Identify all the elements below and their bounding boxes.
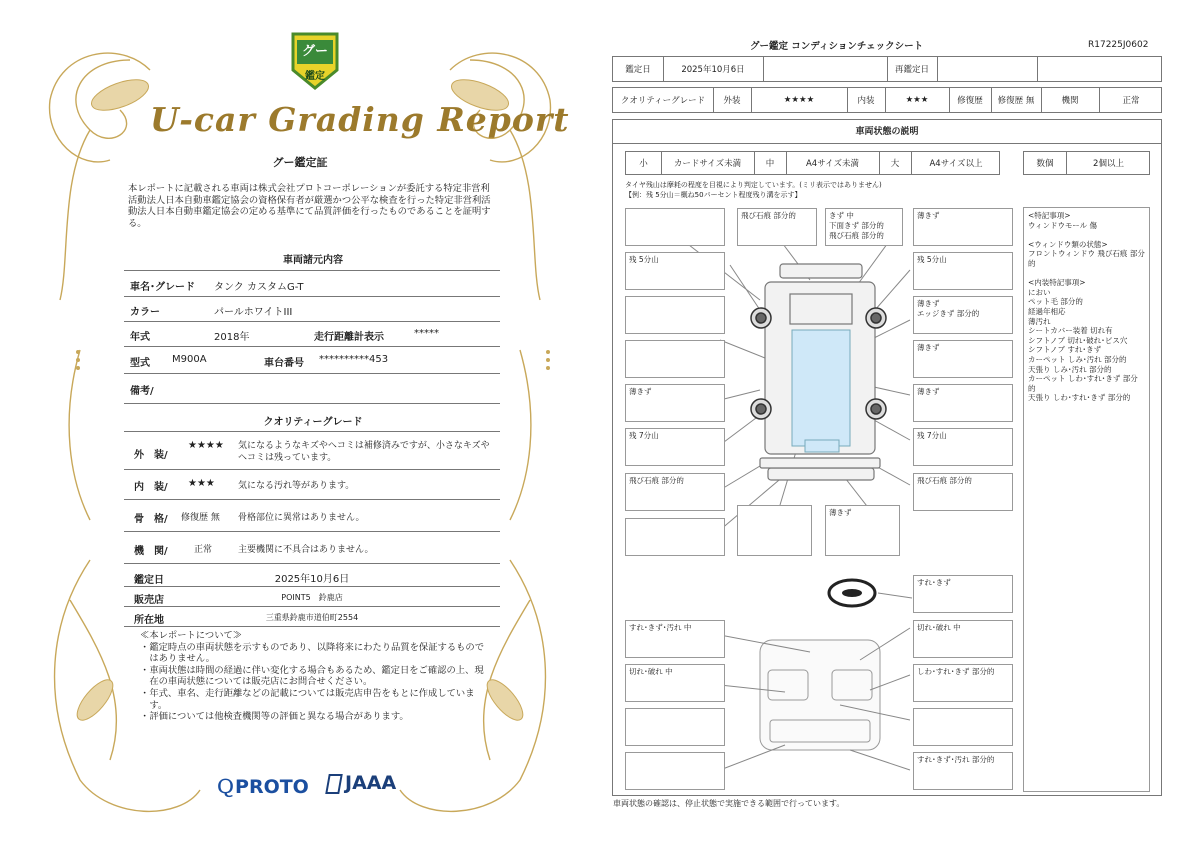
condition-box: 薄きず xyxy=(913,384,1013,422)
chassis-label: 車台番号 xyxy=(264,358,304,369)
notice-title: ≪本レポートについて≫ xyxy=(140,630,243,641)
frame-label: 骨 格/ xyxy=(134,514,168,525)
condition-box: 残 5分山 xyxy=(913,252,1013,290)
notice-item: 車両状態は時間の経過に伴い変化する場合もあるため、鑑定日をご確認の上、現在の車両状態については販売店にお問合せください。 xyxy=(149,664,484,688)
interior-desc: 気になる汚れ等があります。 xyxy=(238,481,355,491)
spec-title: 車両諸元内容 xyxy=(283,255,343,266)
size-small: 小 xyxy=(639,159,648,169)
spec-row-color xyxy=(124,297,500,322)
condition-box: きず 中 下面きず 部分的 飛び石痕 部分的 xyxy=(825,208,903,246)
badge-bottom: 鑑定 xyxy=(305,71,325,82)
condition-box xyxy=(913,708,1013,746)
condition-box: 薄きず xyxy=(625,384,725,422)
frame-grade: 修復歴 無 xyxy=(181,513,220,523)
proto-logo xyxy=(216,772,309,799)
note-line: におい xyxy=(1028,287,1051,297)
condition-box: 残 7分山 xyxy=(625,428,725,466)
note-line: ペット毛 部分的 xyxy=(1028,297,1083,307)
condition-box: すれ･きず･汚れ 中 xyxy=(625,620,725,658)
sheet-id: R17225J0602 xyxy=(1088,40,1149,50)
condition-box: 切れ･破れ 中 xyxy=(625,664,725,702)
engine-desc: 主要機関に不具合はありません。 xyxy=(238,545,374,555)
condition-box: 薄きず エッジきず 部分的 xyxy=(913,296,1013,334)
note-line: シートカバー装着 切れ有 xyxy=(1028,326,1113,336)
condition-box: 薄きず xyxy=(913,340,1013,378)
spec-row-name xyxy=(124,274,500,297)
int-label: 内装 xyxy=(857,96,875,106)
condition-box xyxy=(737,505,812,556)
size-small-desc: カードサイズ未満 xyxy=(673,159,742,169)
quality-row-frame xyxy=(124,500,500,532)
year-label: 年式 xyxy=(130,332,150,343)
model-value: M900A xyxy=(172,354,207,365)
shop-label: 販売店 xyxy=(134,595,164,606)
note-label: 備考/ xyxy=(130,386,154,397)
address-row xyxy=(124,607,500,627)
divider xyxy=(124,270,500,271)
condition-box: すれ･きず･汚れ 部分的 xyxy=(913,752,1013,790)
steering-wheel-icon xyxy=(829,580,875,606)
tire-note-1: タイヤ残山は摩耗の程度を目視により判定しています。(ミリ表示ではありません) xyxy=(625,181,882,189)
eng-value: 正常 xyxy=(1122,96,1140,106)
ext-label: 外装 xyxy=(723,96,741,106)
condition-box: 飛び石痕 部分的 xyxy=(737,208,817,246)
notice-item: 評価については他検査機関等の評価と異なる場合があります。 xyxy=(149,711,409,723)
note-line: <内装特記事項> xyxy=(1028,278,1086,288)
notice: ≪本レポートについて≫ ・ 鑑定時点の車両状態を示すものであり、以降将来にわたり品質を保証するものではありません。 ・ 車両状態は時間の経過に伴い変化する場合もあるため、鑑定日をご確認の上、現在の車両状態については販売店にお問合せください。 ・ 年式、車名、走行距離などの記載については販売店申告をもとに作成しています。 ・ 評価については他検査機関等の評価と異なる場合があります。 xyxy=(140,630,490,723)
condition-box: 切れ･破れ 中 xyxy=(913,620,1013,658)
date-label: 鑑定日 xyxy=(134,575,164,586)
condition-box: すれ･きず xyxy=(913,575,1013,613)
grade-row xyxy=(612,87,1162,113)
spec-row-note xyxy=(124,374,500,404)
exterior-label: 外 装/ xyxy=(134,450,168,461)
frame-desc: 骨格部位に異常はありません。 xyxy=(238,513,365,523)
engine-label: 機 関/ xyxy=(134,546,168,557)
color-label: カラー xyxy=(130,307,160,318)
proto-logo-text: PROTO xyxy=(235,776,309,798)
badge-top: グー xyxy=(301,44,328,59)
condition-box xyxy=(625,296,725,334)
odo-value: ***** xyxy=(414,328,439,339)
eng-label: 機関 xyxy=(1061,96,1079,106)
size-large-desc: A4サイズ以上 xyxy=(929,159,983,169)
shop-value: POINT5 鈴鹿店 xyxy=(281,593,343,602)
spec-row-year xyxy=(124,322,500,347)
condition-box: しわ･すれ･きず 部分的 xyxy=(913,664,1013,702)
sheet-title: グー鑑定 コンディションチェックシート xyxy=(750,41,924,52)
tire-note-2: 【例：残 5分山＝概ね50パーセント程度残り溝を示す】 xyxy=(625,191,802,199)
condition-box: 薄きず xyxy=(913,208,1013,246)
jaaa-mark-icon xyxy=(325,774,343,794)
color-value: パールホワイトIII xyxy=(214,307,293,318)
quality-row-interior xyxy=(124,470,500,500)
exterior-grade: ★★★★ xyxy=(188,440,224,451)
condition-box xyxy=(625,340,725,378)
condition-box: 残 5分山 xyxy=(625,252,725,290)
note-line: フロントウィンドウ 飛び石痕 部分的 xyxy=(1028,249,1145,268)
size-mid: 中 xyxy=(765,159,775,169)
note-line: 天張り しみ･汚れ 部分的 xyxy=(1028,364,1112,374)
sheet-footer: 車両状態の確認は、停止状態で実施できる範囲で行っています。 xyxy=(613,799,845,808)
engine-grade: 正常 xyxy=(194,545,213,555)
condition-box xyxy=(625,518,725,556)
quality-title: クオリティーグレード xyxy=(263,417,363,428)
name-label: 車名･グレード xyxy=(130,282,195,293)
interior-grade: ★★★ xyxy=(188,478,215,489)
model-label: 型式 xyxy=(130,358,150,369)
year-value: 2018年 xyxy=(214,332,250,343)
notice-item: 鑑定時点の車両状態を示すものであり、以降将来にわたり品質を保証するものではありません。 xyxy=(149,641,485,665)
certificate-intro: 本レポートに記載される車両は株式会社プロトコーポレーションが委託する特定非営利活動法人日本自動車鑑定協会の資格保有者が厳選かつ公平な検査を行った特定非営利活動法人日本自動車鑑定協会の定める基準にて品質評価を行ったものであることを証明する。 xyxy=(128,183,491,229)
goo-badge-icon xyxy=(287,30,343,92)
condition-box: 薄きず xyxy=(825,505,900,556)
date-value: 2025年10月6日 xyxy=(681,65,745,75)
note-line: 薄汚れ xyxy=(1028,316,1051,326)
special-notes xyxy=(1023,207,1150,792)
count-label: 数個 xyxy=(1036,159,1054,169)
shop-row xyxy=(124,587,500,607)
size-mid-desc: A4サイズ未満 xyxy=(805,159,860,169)
note-line: シフトノブ すれ･きず xyxy=(1028,345,1102,355)
exterior-desc: 気になるようなキズやヘコミは補修済みですが、小さなキズやヘコミは残っています。 xyxy=(238,441,490,463)
name-value: タンク カスタムG-T xyxy=(214,282,304,293)
certificate-title: グー鑑定証 xyxy=(272,156,328,169)
note-line: カーペット しわ･すれ･きず 部分的 xyxy=(1028,374,1138,393)
note-line: <特記事項> xyxy=(1028,211,1071,220)
ext-value: ★★★★ xyxy=(783,95,815,105)
condition-box xyxy=(625,752,725,790)
interior-label: 内 装/ xyxy=(134,482,168,493)
jaaa-logo xyxy=(327,772,396,794)
size-legend xyxy=(625,151,1000,175)
quality-row-engine xyxy=(124,532,500,564)
int-value: ★★★ xyxy=(905,95,929,105)
note-line: シフトノブ 切れ･破れ･ビス穴 xyxy=(1028,335,1128,345)
address-value: 三重県鈴鹿市道伯町2554 xyxy=(265,613,359,622)
condition-box: 飛び石痕 部分的 xyxy=(913,473,1013,511)
count-legend xyxy=(1023,151,1150,175)
rep-value: 修復歴 無 xyxy=(997,96,1035,106)
count-value: 2個以上 xyxy=(1093,159,1124,169)
odo-label: 走行距離計表示 xyxy=(314,332,384,343)
condition-box xyxy=(625,708,725,746)
proto-mark-icon: Ｑ xyxy=(216,776,236,798)
appraisal-date-row xyxy=(124,567,500,587)
quality-row-exterior xyxy=(124,434,500,470)
spec-row-model xyxy=(124,347,500,374)
date-label: 鑑定日 xyxy=(625,65,651,75)
notice-item: 年式、車名、走行距離などの記載については販売店申告をもとに作成しています。 xyxy=(149,687,475,711)
cond-title: 車両状態の説明 xyxy=(613,120,1161,144)
chassis-value: **********453 xyxy=(319,354,389,365)
rep-label: 修復歴 xyxy=(957,96,983,106)
date-row xyxy=(612,56,1162,82)
note-line: カーペット しみ･汚れ 部分的 xyxy=(1028,354,1127,364)
grade-label: クオリティーグレード xyxy=(620,96,706,106)
size-large: 大 xyxy=(890,159,900,169)
condition-box: 飛び石痕 部分的 xyxy=(625,473,725,511)
condition-box: 残 7分山 xyxy=(913,428,1013,466)
report-title: U-car Grading Report xyxy=(150,100,570,139)
note-line: 経過年相応 xyxy=(1028,306,1066,316)
divider xyxy=(124,431,500,432)
redate-label: 再鑑定日 xyxy=(894,65,929,75)
condition-box xyxy=(625,208,725,246)
address-label: 所在地 xyxy=(134,615,164,626)
note-line: 天張り しわ･すれ･きず 部分的 xyxy=(1028,393,1131,403)
date-value: 2025年10月6日 xyxy=(274,574,350,585)
jaaa-logo-text: JAAA xyxy=(345,772,397,794)
note-line: ウィンドウモール 傷 xyxy=(1028,220,1097,230)
note-line: <ウィンドウ類の状態> xyxy=(1028,239,1108,249)
